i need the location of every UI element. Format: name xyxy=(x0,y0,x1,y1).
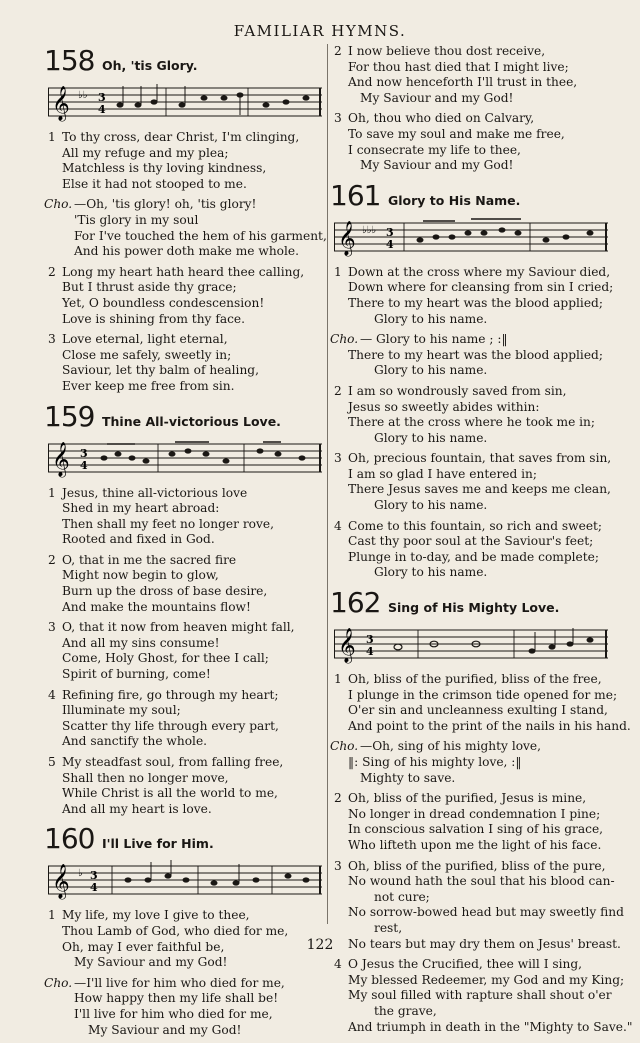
stanza-3: 3 O, that it now from heaven might fall, And all my sins consume! Come, Holy Ghost, for thee I call; Spirit of burning, come! xyxy=(48,620,295,682)
hymn-header xyxy=(330,586,612,620)
hymn-159 xyxy=(44,400,326,818)
chorus: Cho. —I'll live for him who died for me, How happy then my life shall be! I'll live for him who died for me, My Saviour and my God! xyxy=(44,975,285,1037)
hymn-number: 161 xyxy=(330,178,381,212)
svg-text:4: 4 xyxy=(80,458,88,472)
music-staff xyxy=(334,622,608,666)
chorus: Cho. — Glory to his name ; :‖ There to my heart was the blood applied; Glory to his name. xyxy=(330,332,603,378)
svg-text:𝄞: 𝄞 xyxy=(338,628,356,664)
hymn-160 xyxy=(44,822,326,1038)
stanza-1: 1 Oh, bliss of the purified, bliss of the free, I plunge in the crimson tide opened for me; O'er sin and uncleanness exulting I stand, And point to the print of the nails in his hand. xyxy=(334,672,631,733)
stanza-1: 1 Down at the cross where my Saviour died, Down where for cleansing from sin I cried; There to my heart was the blood applied; Glory to his name. xyxy=(334,264,614,326)
music-staff xyxy=(48,80,322,124)
hymn-title: I'll Live for Him. xyxy=(102,836,214,852)
hymn-number: 162 xyxy=(330,586,381,620)
music-staff xyxy=(334,215,608,259)
hymn-160-continued xyxy=(330,44,612,174)
svg-text:𝄞: 𝄞 xyxy=(52,864,70,900)
svg-text:♭♭: ♭♭ xyxy=(78,90,88,101)
hymn-158 xyxy=(44,44,326,395)
stanza-4: 4 O Jesus the Crucified, thee will I sing, My blessed Redeemer, my God and my King; My soul filled with rapture shall shout o'er the grave, And triumph in death in the "Mighty to Save." xyxy=(334,957,633,1034)
music-staff xyxy=(48,436,322,480)
stanza-2: 2 I now believe thou dost receive, For thou hast died that I might live; And now henceforth I'll trust in thee, My Saviour and my God! xyxy=(334,44,578,105)
hymn-title: Glory to His Name. xyxy=(388,192,521,208)
hymn-162 xyxy=(330,586,633,1035)
hymn-title: Thine All-victorious Love. xyxy=(102,413,281,429)
music-staff xyxy=(48,858,322,902)
stanza-2: 2 I am so wondrously saved from sin, Jesus so sweetly abides within: There at the cross where he took me in; Glory to his name. xyxy=(334,383,596,445)
stanza-2: 2 Oh, bliss of the purified, Jesus is mine, No longer in dread condemnation I pine; In conscious salvation I sing of his grace, Who lifteth upon me the light of his face. xyxy=(334,791,604,852)
svg-text:𝄞: 𝄞 xyxy=(52,441,70,477)
hymn-title: Oh, 'tis Glory. xyxy=(102,58,198,73)
svg-text:𝄞: 𝄞 xyxy=(338,220,356,256)
left-column xyxy=(44,44,326,1043)
stanza-3: 3 Love eternal, light eternal, Close me safely, sweetly in; Saviour, let thy balm of healing, Ever keep me free from sin. xyxy=(48,332,259,393)
hymn-number: 159 xyxy=(44,399,95,433)
chorus: Cho. —Oh, 'tis glory! oh, 'tis glory! 'Tis glory in my soul For I've touched the hem of his garment, And his power doth make me whole. xyxy=(44,197,327,259)
svg-text:3: 3 xyxy=(90,869,98,883)
page-header: FAMILIAR HYMNS. xyxy=(233,22,407,40)
column-divider xyxy=(327,44,328,924)
hymn-number: 160 xyxy=(44,822,95,856)
svg-text:4: 4 xyxy=(386,237,394,251)
stanza-4: 4 Come to this fountain, so rich and sweet; Cast thy poor soul at the Saviour's feet; Plunge in to-day, and be made complete; Glory to his name. xyxy=(334,518,603,580)
stanza-2: 2 O, that in me the sacred fire Might now begin to glow, Burn up the dross of base desire, And make the mountains flow! xyxy=(48,552,268,614)
stanza-1: 1 Jesus, thine all-victorious love Shed in my heart abroad: Then shall my feet no longer rove, Rooted and fixed in God. xyxy=(48,485,274,547)
stanza-5: 5 My steadfast soul, from falling free, Shall then no longer move, While Christ is all the world to me, And all my heart is love. xyxy=(48,755,284,816)
hymn-header xyxy=(44,44,326,78)
hymn-header xyxy=(330,179,612,213)
hymn-title: Sing of His Mighty Love. xyxy=(388,600,560,616)
svg-text:4: 4 xyxy=(90,881,98,895)
svg-text:3: 3 xyxy=(98,91,106,104)
svg-text:𝄞: 𝄞 xyxy=(52,86,70,121)
stanza-4: 4 Refining fire, go through my heart; Illuminate my soul; Scatter thy life through every part, And sanctify the whole. xyxy=(48,687,279,749)
stanza-1: 1 To thy cross, dear Christ, I'm clinging, All my refuge and my plea; Matchless is thy loving kindness, Else it had not stooped to me. xyxy=(48,130,300,191)
svg-text:♭: ♭ xyxy=(78,868,83,880)
hymn-161 xyxy=(330,179,612,581)
stanza-2: 2 Long my heart hath heard thee calling, But I thrust aside thy grace; Yet, O boundless condescension! Love is shining from thy face. xyxy=(48,264,305,326)
hymn-header xyxy=(44,822,326,856)
hymn-number: 158 xyxy=(44,44,95,77)
stanza-3: 3 Oh, thou who died on Calvary, To save my soul and make me free, I consecrate my life to thee, My Saviour and my God! xyxy=(334,111,565,173)
chorus: Cho. —Oh, sing of his mighty love, ‖: Sing of his mighty love, :‖ Mighty to save. xyxy=(330,739,542,785)
svg-text:4: 4 xyxy=(98,103,106,116)
svg-text:3: 3 xyxy=(366,633,374,647)
svg-text:4: 4 xyxy=(366,645,374,659)
page-number: 122 xyxy=(306,937,334,953)
stanza-3: 3 Oh, bliss of the purified, bliss of the pure, No wound hath the soul that his blood can- not cure; No sorrow-bowed head but may sweetly find rest, No tears but may dry them on Jesus' breast. xyxy=(334,858,624,951)
svg-text:3: 3 xyxy=(386,225,394,239)
hymn-header xyxy=(44,400,326,434)
svg-text:♭♭♭: ♭♭♭ xyxy=(362,224,377,236)
stanza-1: 1 My life, my love I give to thee, Thou Lamb of God, who died for me, Oh, may I ever faithful be, My Saviour and my God! xyxy=(48,908,289,970)
svg-text:3: 3 xyxy=(80,446,88,460)
right-column xyxy=(330,44,633,1040)
stanza-3: 3 Oh, precious fountain, that saves from sin, I am so glad I have entered in; There Jesus saves me and keeps me clean, Glory to his name. xyxy=(334,451,612,513)
